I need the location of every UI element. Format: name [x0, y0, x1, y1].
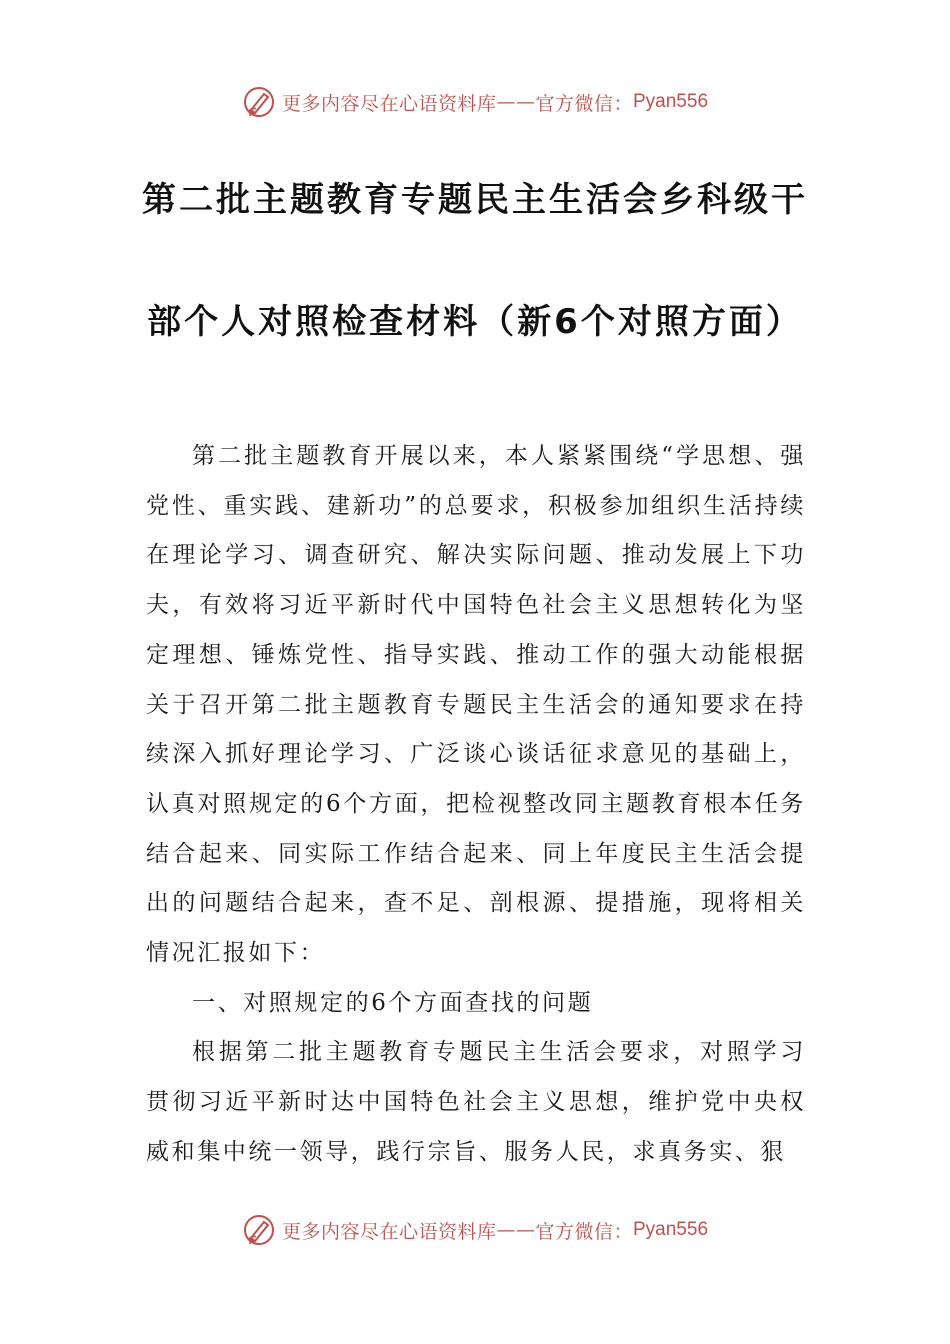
- document-body: [146, 432, 806, 1178]
- footer-banner: [0, 1208, 950, 1252]
- pen-logo-icon: [242, 1213, 276, 1247]
- banner-text: 更多内容尽在心语资料库: [281, 1220, 497, 1243]
- document-title-line-1: 第二批主题教育专题民主生活会乡科级干: [142, 180, 808, 220]
- banner-separator: ——: [496, 1219, 536, 1241]
- banner-text: 更多内容尽在心语资料库: [281, 92, 497, 115]
- pen-logo-icon: [242, 85, 276, 119]
- document-title-line-2: 部个人对照检查材料（新6个对照方面）: [147, 302, 803, 342]
- paragraph-section-1: 根据第二批主题教育专题民主生活会要求，对照学习贯彻习近平新时达中国特色社会主义思想，维护党中央权威和集中统一领导，践行宗旨、服务人民，求真务实、狠: [146, 1039, 806, 1165]
- paragraph-intro: 第二批主题教育开展以来，本人紧紧围绕“学思想、强党性、重实践、建新功”的总要求，积极参加组织生活持续在理论学习、调查研究、解决实际问题、推动发展上下功夫，有效将习近平新时代中国特色社会主义思想转化为坚定理想、锤炼党性、指导实践、推动工作的强大动能根据关于召开第二批主题教育专题民主生活会的通知要求在持续深入抓好理论学习、广泛谈心谈话征求意见的基础上，认真对照规定的6个方面，把检视整改同主题教育根本任务结合起来、同实际工作结合起来、同上年度民主生活会提出的问题结合起来，查不足、剖根源、提措施，现将相关情况汇报如下：: [146, 443, 806, 967]
- banner-official-label: 官方微信：: [535, 1220, 633, 1243]
- banner-separator: ——: [496, 91, 536, 113]
- section-heading: 一、对照规定的6个方面查找的问题: [192, 989, 594, 1016]
- banner-handle: Pyan556: [633, 91, 709, 112]
- banner-handle: Pyan556: [633, 1219, 709, 1240]
- header-banner: [0, 80, 950, 124]
- banner-official-label: 官方微信：: [535, 92, 633, 115]
